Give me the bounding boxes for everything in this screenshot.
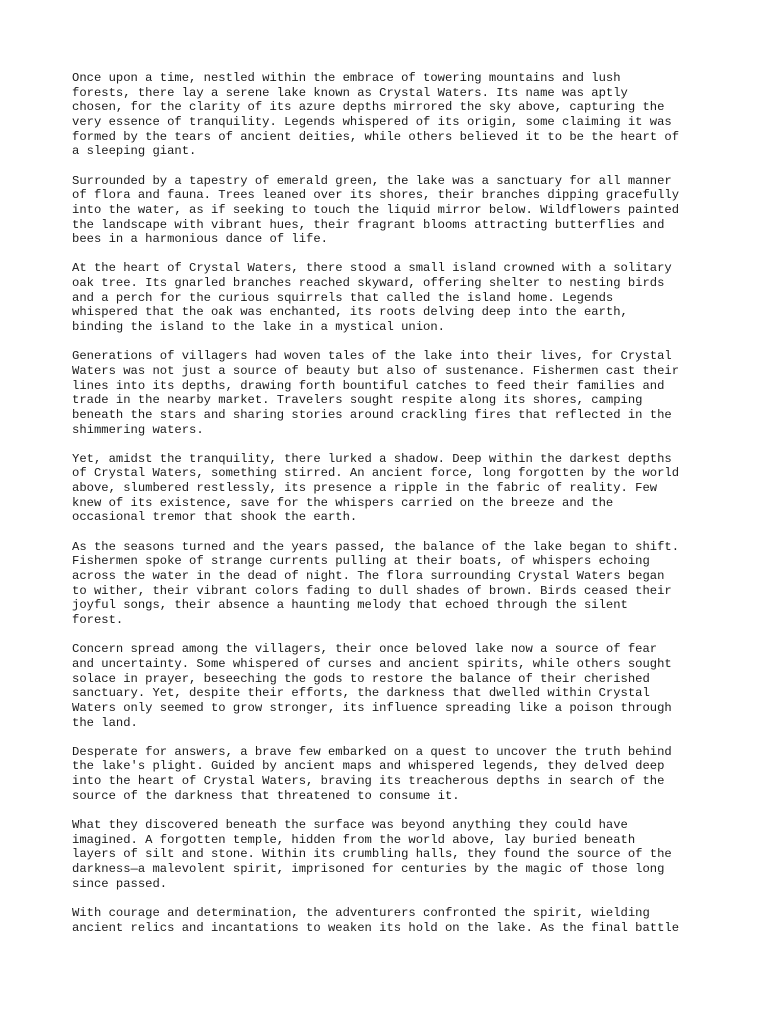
paragraph-7: Concern spread among the villagers, their once beloved lake now a source of fear and uncertainty. Some whispered of curses and ancient spirits, while others sought solace in prayer, beseeching the gods to restore the balance of their cherished sanctuary. Yet, despite their efforts, the darkness that dwelled within Crystal Waters only seemed to grow stronger, its influence spreading like a poison through the land. [72, 642, 672, 730]
paragraph-9: What they discovered beneath the surface was beyond anything they could have imagined. A forgotten temple, hidden from the world above, lay buried beneath layers of silt and stone. Within its crumbling halls, they found the source of the darkness—a malevolent spirit, imprisoned for centuries by the magic of those long since passed. [72, 817, 672, 891]
paragraph-3: At the heart of Crystal Waters, there stood a small island crowned with a solitary oak tree. Its gnarled branches reached skyward, offering shelter to nesting birds and a perch for the curious squirrels that called the island home. Legends whispered that the oak was enchanted, its roots delving deep into the earth, binding the island to the lake in a mystical union. [72, 261, 672, 335]
paragraph-1: Once upon a time, nestled within the embrace of towering mountains and lush forests, there lay a serene lake known as Crystal Waters. Its name was aptly chosen, for the clarity of its azure depths mirrored the sky above, capturing the very essence of tranquility. Legends whispered of its origin, some claiming it was formed by the tears of ancient deities, while others believed it to be the heart of a sleeping giant. [72, 71, 680, 159]
paragraph-2: Surrounded by a tapestry of emerald green, the lake was a sanctuary for all manner of flora and fauna. Trees leaned over its shores, their branches dipping gracefully into the water, as if seeking to touch the liquid mirror below. Wildflowers painted the landscape with vibrant hues, their fragrant blooms attracting butterflies and bees in a harmonious dance of life. [72, 173, 680, 247]
document-body [72, 71, 712, 950]
paragraph-5: Yet, amidst the tranquility, there lurked a shadow. Deep within the darkest depths of Crystal Waters, something stirred. An ancient force, long forgotten by the world above, slumbered restlessly, its presence a ripple in the fabric of reality. Few knew of its existence, save for the whispers carried on the breeze and the occasional tremor that shook the earth. [72, 451, 680, 525]
paragraph-10: With courage and determination, the adventurers confronted the spirit, wielding ancient relics and incantations to weaken its hold on the lake. As the final battle [72, 905, 680, 935]
paragraph-8: Desperate for answers, a brave few embarked on a quest to uncover the truth behind the lake's plight. Guided by ancient maps and whispered legends, they delved deep into the heart of Crystal Waters, braving its treacherous depths in search of the source of the darkness that threatened to consume it. [72, 744, 672, 803]
paragraph-4: Generations of villagers had woven tales of the lake into their lives, for Crystal Waters was not just a source of beauty but also of sustenance. Fishermen cast their lines into its depths, drawing forth bountiful catches to feed their families and trade in the nearby market. Travelers sought respite along its shores, camping beneath the stars and sharing stories around crackling fires that reflected in the shimmering waters. [72, 349, 680, 437]
paragraph-6: As the seasons turned and the years passed, the balance of the lake began to shift. Fishermen spoke of strange currents pulling at their boats, of whispers echoing across the water in the dead of night. The flora surrounding Crystal Waters began to wither, their vibrant colors fading to dull shades of brown. Birds ceased their joyful songs, their absence a haunting melody that echoed through the silent forest. [72, 539, 680, 627]
